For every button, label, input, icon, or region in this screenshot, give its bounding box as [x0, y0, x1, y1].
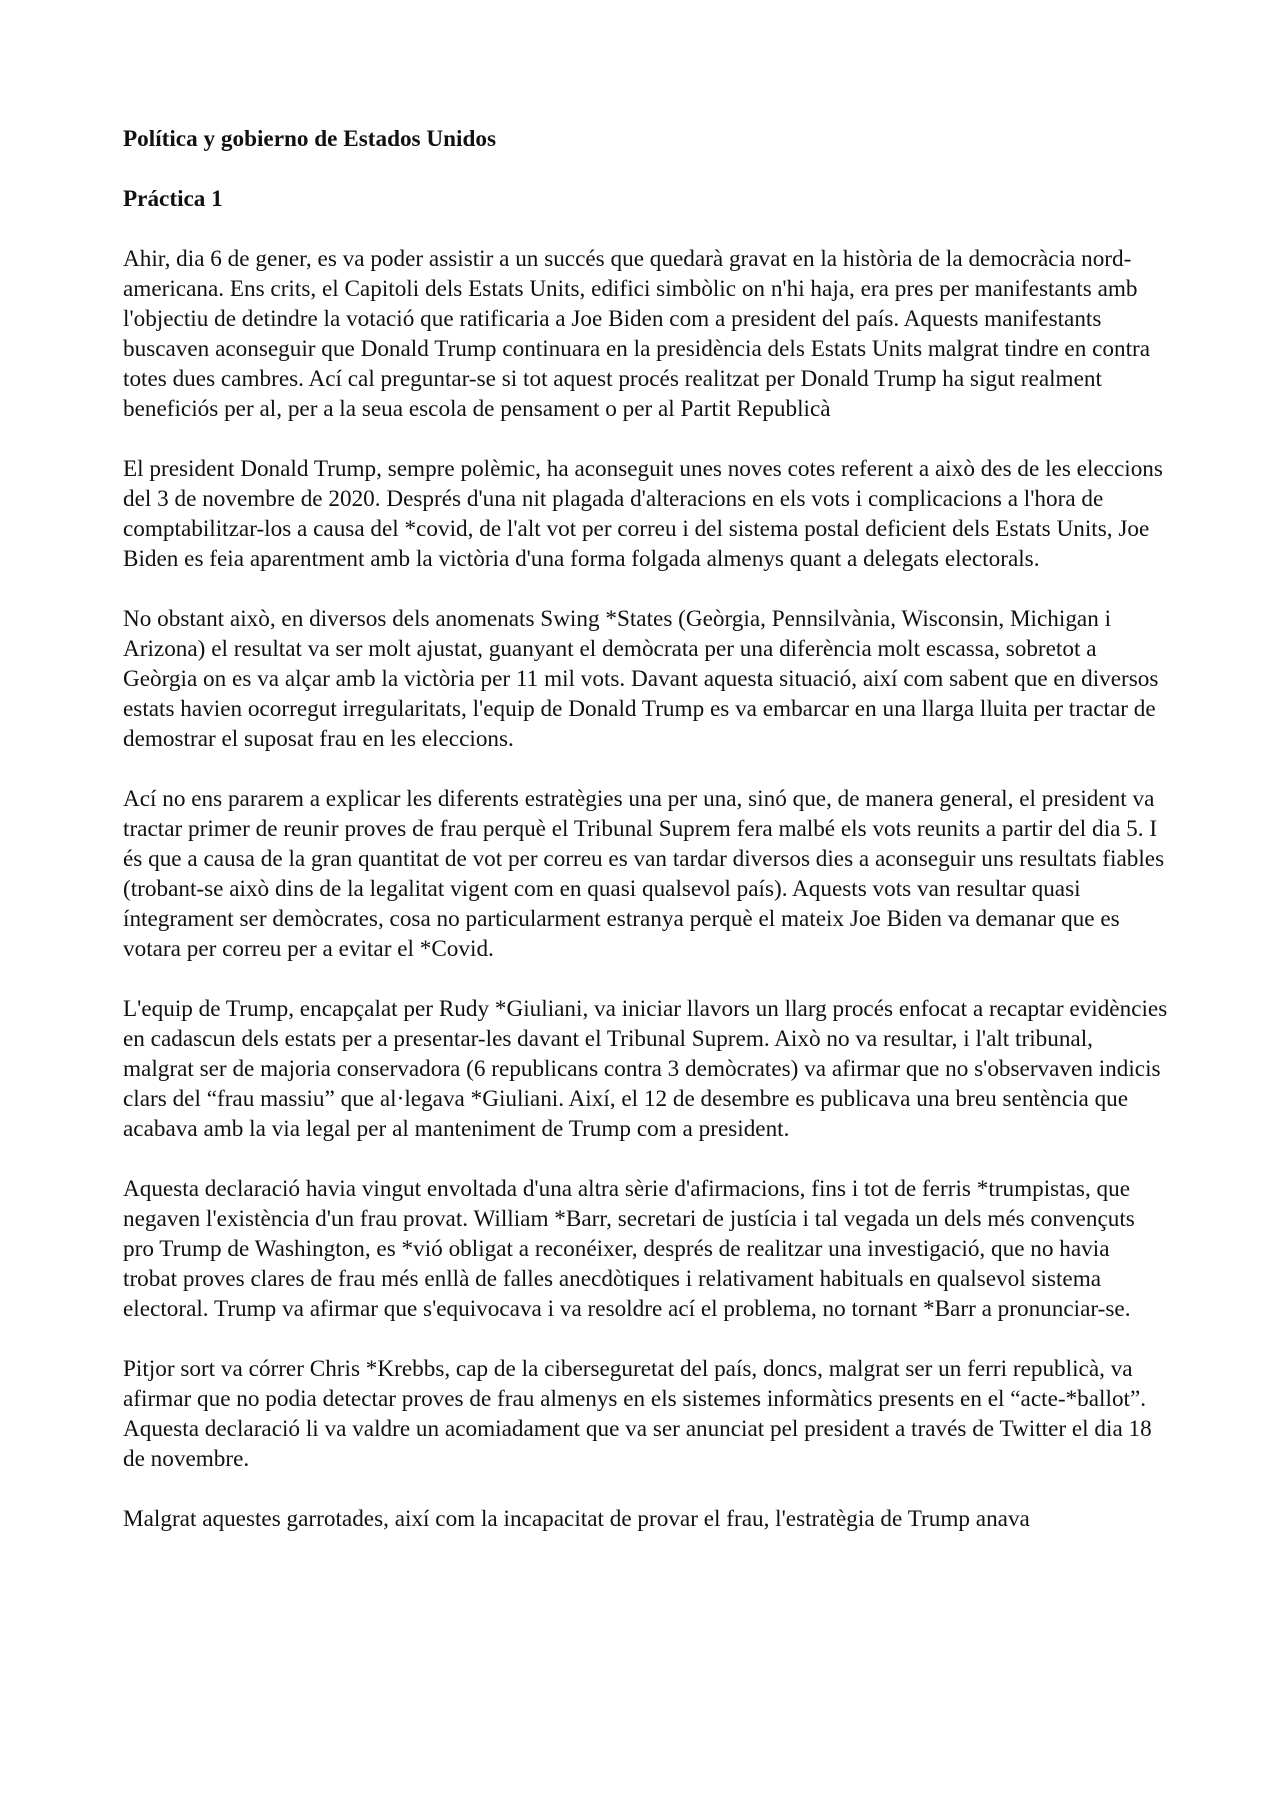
paragraph-5: L'equip de Trump, encapçalat per Rudy *Giuliani, va iniciar llavors un llarg procés enfocat a recaptar evidències en cadascun dels estats per a presentar-les davant el Tribunal Suprem. Això no va resultar, i l'alt tribunal, malgrat ser de majoria conservadora (6 republicans contra 3 demòcrates) va afirmar que no s'observaven indicis clars del “frau massiu” que al·legava *Giuliani. Així, el 12 de desembre es publicava una breu sentència que acabava amb la via legal per al manteniment de Trump com a president.	[123, 996, 1168, 1142]
paragraph-8: Malgrat aquestes garrotades, així com la incapacitat de provar el frau, l'estratègia de Trump anava	[123, 1506, 1030, 1532]
paragraph-2: El president Donald Trump, sempre polèmic, ha aconseguit unes noves cotes referent a això des de les eleccions del 3 de novembre de 2020. Després d'una nit plagada d'alteracions en els vots i complicacions a l'hora de comptabilitzar-los a causa del *covid, de l'alt vot per correu i del sistema postal deficient dels Estats Units, Joe Biden es feia aparentment amb la victòria d'una forma folgada almenys quant a delegats electorals.	[123, 456, 1163, 572]
paragraph-7: Pitjor sort va córrer Chris *Krebbs, cap de la ciberseguretat del país, doncs, malgrat ser un ferri republicà, va afirmar que no podia detectar proves de frau almenys en els sistemes informàtics presents en el “acte-*ballot”. Aquesta declaració li va valdre un acomiadament que va ser anunciat pel president a través de Twitter el dia 18 de novembre.	[123, 1356, 1152, 1472]
document-subtitle: Práctica 1	[123, 186, 223, 212]
document-page	[123, 124, 1168, 1564]
document-title: Política y gobierno de Estados Unidos	[123, 126, 496, 152]
paragraph-6: Aquesta declaració havia vingut envoltada d'una altra sèrie d'afirmacions, fins i tot de ferris *trumpistas, que negaven l'existència d'un frau provat. William *Barr, secretari de justícia i tal vegada un dels més convençuts pro Trump de Washington, es *vió obligat a reconéixer, després de realitzar una investigació, que no havia trobat proves clares de frau més enllà de falles anecdòtiques i relativament habituals en qualsevol sistema electoral. Trump va afirmar que s'equivocava i va resoldre ací el problema, no tornant *Barr a pronunciar-se.	[123, 1176, 1135, 1322]
paragraph-1: Ahir, dia 6 de gener, es va poder assistir a un succés que quedarà gravat en la història de la democràcia nord-americana. Ens crits, el Capitoli dels Estats Units, edifici simbòlic on n'hi haja, era pres per manifestants amb l'objectiu de detindre la votació que ratificaria a Joe Biden com a president del país. Aquests manifestants buscaven aconseguir que Donald Trump continuara en la presidència dels Estats Units malgrat tindre en contra totes dues cambres. Ací cal preguntar-se si tot aquest procés realitzat per Donald Trump ha sigut realment beneficiós per al, per a la seua escola de pensament o per al Partit Republicà	[123, 246, 1151, 422]
paragraph-3: No obstant això, en diversos dels anomenats Swing *States (Geòrgia, Pennsilvània, Wisconsin, Michigan i Arizona) el resultat va ser molt ajustat, guanyant el demòcrata per una diferència molt escassa, sobretot a Geòrgia on es va alçar amb la victòria per 11 mil vots. Davant aquesta situació, així com sabent que en diversos estats havien ocorregut irregularitats, l'equip de Donald Trump es va embarcar en una llarga lluita per tractar de demostrar el suposat frau en les eleccions.	[123, 606, 1159, 752]
paragraph-4: Ací no ens pararem a explicar les diferents estratègies una per una, sinó que, de manera general, el president va tractar primer de reunir proves de frau perquè el Tribunal Suprem fera malbé els vots reunits a partir del dia 5. I és que a causa de la gran quantitat de vot per correu es van tardar diversos dies a aconseguir uns resultats fiables (trobant-se això dins de la legalitat vigent com en quasi qualsevol país). Aquests vots van resultar quasi íntegrament ser demòcrates, cosa no particularment estranya perquè el mateix Joe Biden va demanar que es votara per correu per a evitar el *Covid.	[123, 786, 1165, 962]
